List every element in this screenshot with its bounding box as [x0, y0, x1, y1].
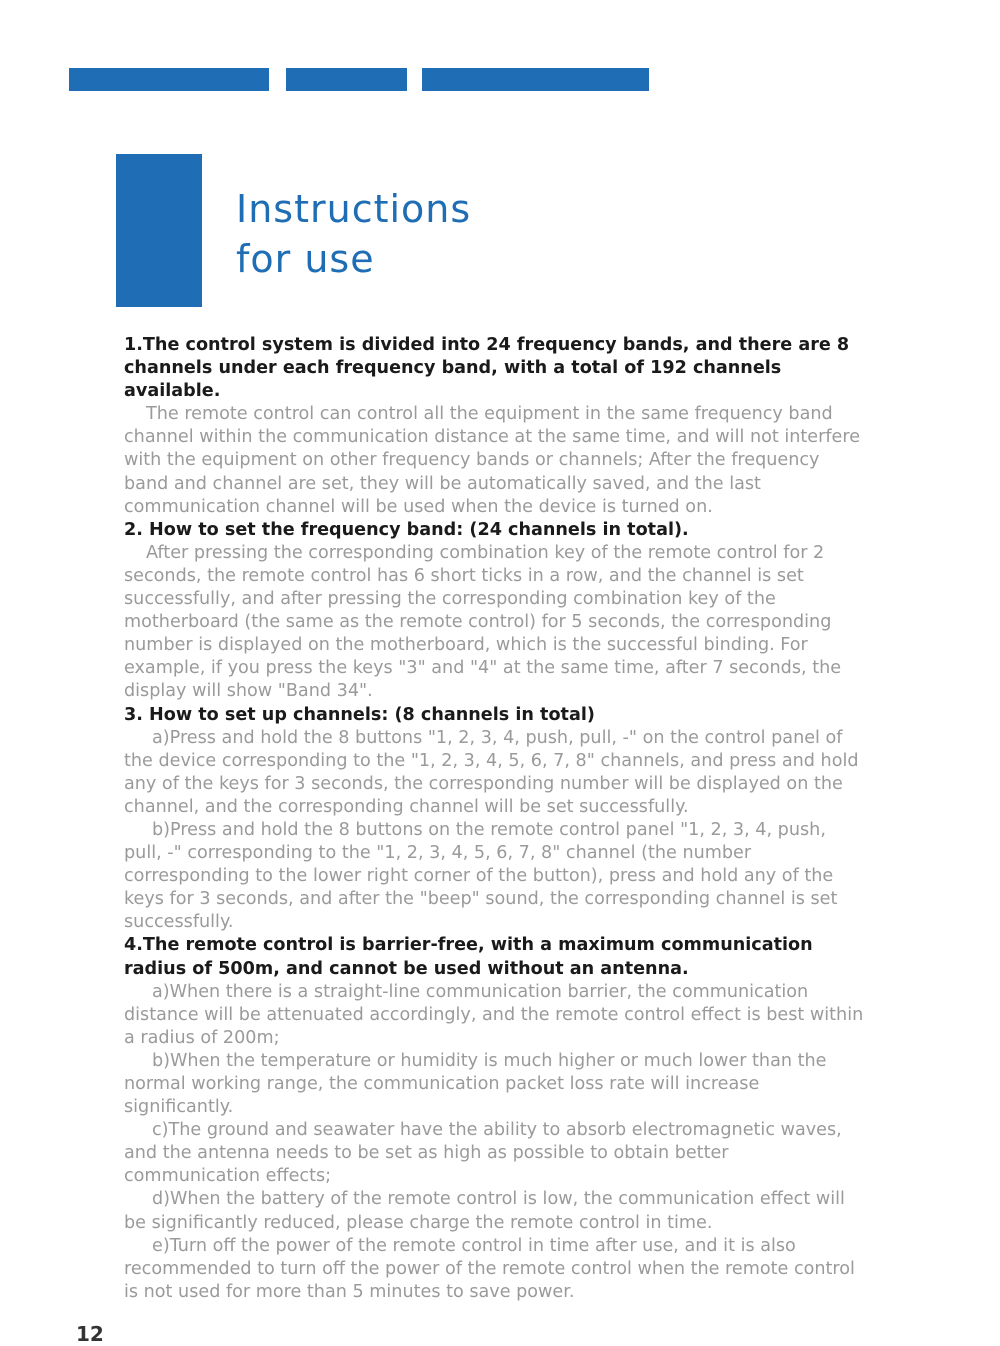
section-1-heading: 1.The control system is divided into 24 frequency bands, and there are 8 channels under each frequency band, with a total of 192 channels available.	[124, 335, 850, 402]
title-accent-block	[116, 154, 202, 307]
section-4-item-c: c)The ground and seawater have the ability to absorb electromagnetic waves, and the antenna needs to be set as high as possible to obtain better communication effects;	[124, 1120, 842, 1187]
top-bar-2	[286, 68, 407, 91]
section-2-heading: 2. How to set the frequency band: (24 channels in total).	[124, 519, 689, 540]
page-title: Instructions for use	[236, 187, 472, 281]
instructions-content	[124, 334, 864, 1304]
section-2-body: After pressing the corresponding combination key of the remote control for 2 seconds, the remote control has 6 short ticks in a row, and the channel is set successfully, and after pressing the corresponding combination key of the motherboard (the same as the remote control) for 5 seconds, the corresponding number is displayed on the motherboard, which is the successful binding. For example, if you press the keys "3" and "4" at the same time, after 7 seconds, the display will show "Band 34".	[124, 542, 842, 702]
section-4-item-e: e)Turn off the power of the remote control in time after use, and it is also recommended to turn off the power of the remote control when the remote control is not used for more than 5 minutes to save power.	[124, 1235, 855, 1302]
section-4-item-a: a)When there is a straight-line communication barrier, the communication distance will be attenuated accordingly, and the remote control effect is best within a radius of 200m;	[124, 981, 864, 1048]
section-4-item-d: d)When the battery of the remote control is low, the communication effect will be significantly reduced, please charge the remote control in time.	[124, 1189, 845, 1233]
section-4-item-b: b)When the temperature or humidity is much higher or much lower than the normal working range, the communication packet loss rate will increase significantly.	[124, 1050, 827, 1118]
section-3-item-b: b)Press and hold the 8 buttons on the remote control panel "1, 2, 3, 4, push, pull, -" corresponding to the "1, 2, 3, 4, 5, 6, 7, 8" channel (the number corresponding to the lower right corner of the button), press and hold any of the keys for 3 seconds, and after the "beep" sound, the corresponding channel is set successfully.	[124, 819, 838, 933]
section-3-heading: 3. How to set up channels: (8 channels in total)	[124, 704, 595, 725]
section-4-heading: 4.The remote control is barrier-free, with a maximum communication radius of 500m, and cannot be used without an antenna.	[124, 935, 813, 979]
top-bar-1	[69, 68, 269, 91]
section-1-body: The remote control can control all the equipment in the same frequency band channel within the communication distance at the same time, and will not interfere with the equipment on other frequency bands or channels; After the frequency band and channel are set, they will be automatically saved, and the last communication channel will be used when the device is turned on.	[124, 404, 861, 517]
section-3-item-a: a)Press and hold the 8 buttons "1, 2, 3, 4, push, pull, -" on the control panel of the device corresponding to the "1, 2, 3, 4, 5, 6, 7, 8" channels, and press and hold any of the keys for 3 seconds, the corresponding number will be displayed on the channel, and the corresponding channel will be set successfully.	[124, 727, 859, 817]
page-number: 12	[76, 1322, 104, 1346]
top-bar-3	[422, 68, 649, 91]
